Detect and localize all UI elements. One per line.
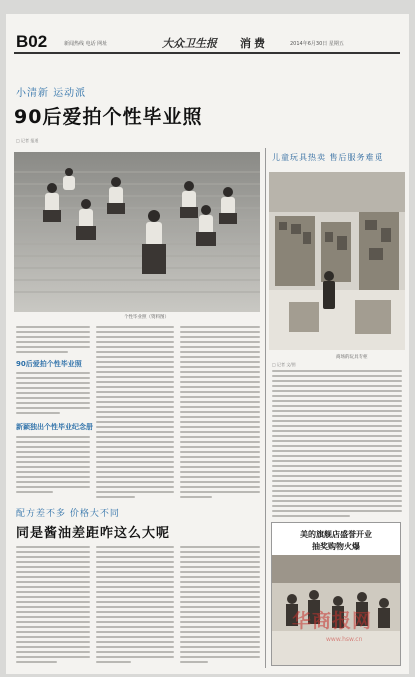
story1-body-col1b (16, 372, 90, 417)
advertisement (271, 522, 401, 666)
graduation-photo-image (14, 152, 260, 312)
masthead (14, 32, 400, 54)
story1-body-col3 (180, 326, 260, 501)
column-divider (265, 148, 266, 668)
section-title: 消费 (240, 37, 268, 50)
story1-subhead-2: 新颖独出个性毕业纪念册 (16, 423, 93, 431)
story3-body (272, 370, 402, 520)
ad-title-2: 抽奖购物火爆 (312, 542, 360, 551)
story2-body-col3 (180, 546, 260, 666)
story2-kicker: 配方差不多 价格大不同 (16, 509, 120, 519)
watermark: 华商报网 (292, 611, 373, 632)
masthead-info: 新闻热线 电话 网址 (64, 41, 108, 47)
story1-byline: □ 记者 报道 (16, 138, 39, 143)
story1-subhead-1: 90后爱拍个性毕业照 (16, 360, 82, 368)
newspaper-logo: 大众卫生报 (162, 37, 217, 50)
newspaper-page (6, 14, 409, 674)
ad-title-1: 美的旗舰店盛誉开业 (300, 530, 372, 539)
story2-headline: 同是酱油差距咋这么大呢 (16, 526, 171, 541)
issue-date: 2014年6月30日 星期五 (290, 41, 344, 47)
story1-body-col1c (16, 436, 90, 496)
story1-body-col1 (16, 326, 90, 356)
story1-body-col2 (96, 326, 174, 501)
story1-photo-caption: 个性毕业照（资料图） (124, 315, 169, 320)
story1-kicker: 小清新 运动派 (16, 88, 87, 99)
toy-store-photo-image (269, 172, 405, 350)
page-number: B02 (16, 32, 48, 51)
story3-photo-caption: 商场的玩具专柜 (336, 355, 368, 360)
toy-store-photo (269, 172, 405, 350)
graduation-photo (14, 152, 260, 312)
watermark-url: www.hsw.cn (326, 636, 363, 643)
story1-headline: 90后爱拍个性毕业照 (14, 106, 203, 128)
story2-body-col1 (16, 546, 90, 666)
story2-body-col2 (96, 546, 174, 666)
story3-headline: 儿童玩具热卖 售后服务难觅 (272, 153, 384, 162)
story3-byline: □ 记者 文/图 (272, 362, 296, 367)
